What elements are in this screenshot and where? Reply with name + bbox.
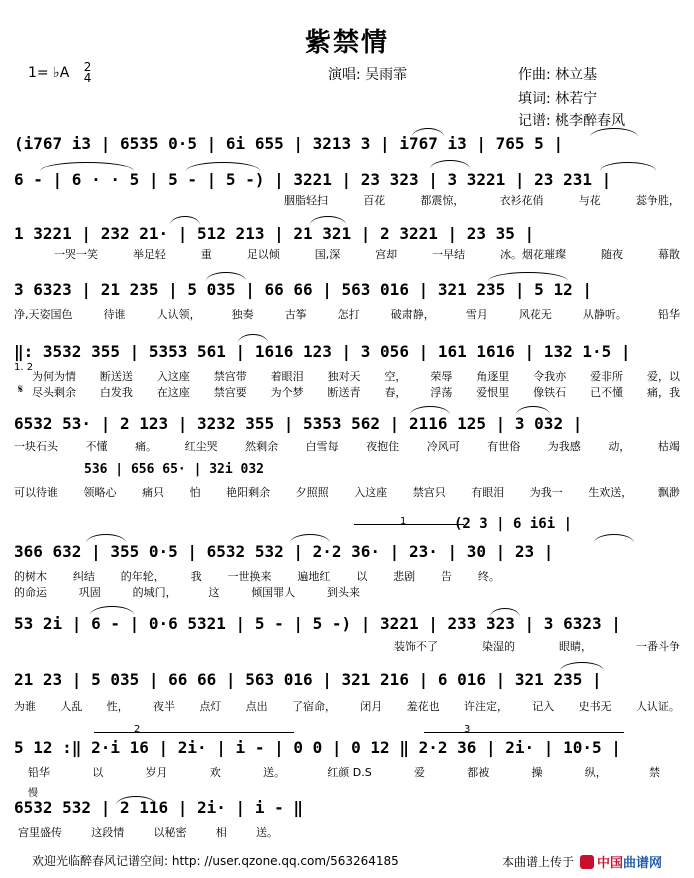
site-logo[interactable]: 中国 曲谱网 [580,852,662,871]
notes-line-prefix: (2 3 | 6 i6i | [454,516,573,532]
tempo-mark-slow: 慢 [28,788,38,799]
lyrics-line-alt: 的命运 巩固 的城门， 这 倾国罪人 到头来 [14,586,360,599]
staff-row [14,724,680,782]
footer-credit-text: 本曲谱上传于 [502,855,575,869]
slur [516,406,550,415]
lyrics-line: 的树木 纠结 的年轮， 我 一世换来 遍地红 以 悲剧 告 终。 [14,570,500,583]
staff-row [14,278,680,320]
notes-line: 53 2i | 6 - | 0·6 5321 | 5 - | 5 -) | 3221 | 233 323 | 3 6323 | [14,613,621,633]
notes-line: (i767 i3 | 6535 0·5 | 6i 655 | 3213 3 | i767 i3 | 765 5 | [14,133,564,153]
page-title: 紫禁情 [304,28,389,58]
footer-credit [502,852,662,871]
lyrics-line: 宫里盛传 这段情 以秘密 相 送。 [18,826,278,839]
lyrics-line: 装饰不了 染湿的 眼睛， 一番斗争 [394,640,680,653]
staff-row [14,784,680,840]
time-top: 2 [83,60,92,74]
transcriber: 记谱: 桃李醉春风 [518,113,626,129]
logo-mark-icon [580,855,594,869]
staff-row [14,168,680,208]
slur [590,128,638,137]
staff-row [14,612,680,660]
staff-row [14,222,680,264]
volta-3: 3 [464,724,471,735]
lyrics-line: 净,天姿国色 待谁 人认领， 独奏 古筝 怎打 破肃静， 雪月 风花无 从静听。 铅华 [14,308,680,321]
time-bottom: 4 [83,71,92,85]
volta-bracket [424,732,624,733]
staff-row [14,132,680,162]
notes-line: 6532 532 | 2 116 | 2i· | i - ‖ [14,797,303,817]
slur [186,162,260,171]
lyrics-line: 为谁 人乱 性， 夜半 点灯 点出 了宿命， 闭月 羞花也 许注定， 记入 史书无 人认证。 [14,700,680,713]
slur [238,334,268,343]
slur [170,216,200,225]
slur [410,406,450,415]
notes-line: ‖: 3532 355 | 5353 561 | 1616 123 | 3 056 | 161 1616 | 132 1·5 | [14,341,631,361]
slur [488,272,568,281]
lyrics-line: 为何为情 断送送 入这座 禁宫带 着眼泪 独对天 空， 荣辱 角逐里 令我亦 爱非所 爱，以 [32,370,680,383]
singer: 演唱: 吴雨霏 [328,67,408,83]
slur [206,272,246,281]
lyrics-line-alt: 可以待谁 领略心 痛只 怕 艳阳剩余 夕照照 入这座 禁宫只 有眼泪 为我一 生欢送， 飘渺 [14,486,680,499]
staff-row [14,668,680,716]
slur [412,128,444,137]
notes-line: 6532 53· | 2 123 | 3232 355 | 5353 562 | 2116 125 | 3 032 | [14,413,583,433]
notes-line: 6 - | 6 · · 5 | 5 - | 5 -) | 3221 | 23 323 | 3 3221 | 23 231 | [14,169,612,189]
notes-line: 21 23 | 5 035 | 66 66 | 563 016 | 321 216 | 6 016 | 321 235 | [14,669,602,689]
volta-bracket [94,732,294,733]
lyrics-line: 胭脂轻扫 百花 都震惊， 衣衫花俏 与花 蕊争胜， [284,194,680,207]
slur [40,162,134,171]
notes-line: 1 3221 | 232 21· | 512 213 | 21 321 | 2 3221 | 23 35 | [14,223,535,243]
notes-line: 366 632 | 355 0·5 | 6532 532 | 2·2 36· | 23· | 30 | 23 | [14,541,554,561]
slur [490,608,520,617]
notes-line-alt: 536 | 656 65· | 32i 032 [84,461,265,477]
lyrics-line: 一哭一笑 举足轻 重 足以倾 国,深 宫却 一早结 冰。烟花璀璨 随夜 幕散 [54,248,680,261]
staff-row [14,412,680,502]
footer-link-text[interactable]: 欢迎光临醉春风记谱空间: http: //user.qzone.qq.com/563264185 [32,854,399,868]
lyrics-line-alt: 尽头剩余 白发我 在这座 禁宫要 为个梦 断送青 春， 浮荡 爱恨里 像铁石 已不懂 痛，我 [32,386,680,399]
repeat-marks: 1. 2 [14,362,34,373]
volta-2: 2 [134,724,141,735]
key-signature: 1= ♭A 2 4 [28,60,92,85]
volta-1: 1 [400,516,407,527]
slur [310,216,346,225]
staff-row [14,340,680,399]
notes-line: 5 12 :‖ 2·i 16 | 2i· | i - | 0 0 | 0 12 ‖ 2·2 36 | 2i· | 10·5 | [14,737,621,757]
lyrics-line: 铅华 以 岁月 欢 送。 红颜 D.S 爱 都被 操 纵， 禁 [28,766,660,779]
lyricist: 填词: 林若宁 [518,91,598,107]
slur [600,162,656,171]
slur [90,606,134,615]
lyrics-line: 一块石头 不懂 痛。 红尘哭 然剩余 白雪每 夜抱住 冷风可 有世俗 为我感 动， 枯竭 [14,440,680,453]
slur [560,662,604,671]
segno-mark: 𝄋 [18,382,24,396]
notes-line: 3 6323 | 21 235 | 5 035 | 66 66 | 563 016 | 321 235 | 5 12 | [14,279,592,299]
composer: 作曲: 林立基 [518,67,598,83]
staff-row [14,512,680,604]
volta-bracket [354,524,464,525]
